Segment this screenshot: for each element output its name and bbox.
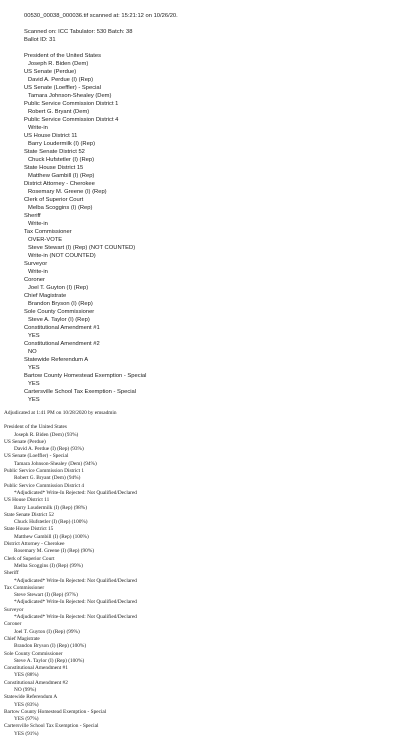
race-choice: Rosemary M. Greene (I) (Rep) (28, 189, 107, 195)
race-choice: YES (88%) (14, 672, 39, 679)
race-title: Constitutional Amendment #2 (4, 679, 68, 686)
race-choice: Rosemary M. Greene (I) (Rep) (90%) (14, 548, 95, 555)
race-choice: Tamara Johnson-Shealey (Dem) (28, 93, 112, 99)
race-choice: NO (28, 349, 37, 355)
race-title: Chief Magistrate (24, 293, 67, 299)
race-title: US Senate (Perdue) (4, 438, 46, 445)
adjudication-section (4, 410, 396, 738)
race-title: US Senate (Loeffler) - Special (24, 85, 101, 91)
race-title: Coroner (24, 277, 45, 283)
race-choice: Robert G. Bryant (Dem) (28, 109, 90, 115)
race-choice: Melba Scoggins (I) (Rep) (99%) (14, 562, 83, 569)
race-title: Chief Magistrate (4, 635, 40, 642)
ballot-section (24, 12, 384, 404)
race-title: Sheriff (24, 213, 41, 219)
race-title: District Attorney - Cherokee (4, 541, 65, 548)
race-choice: Joseph R. Biden (Dem) (93%) (14, 431, 79, 438)
race-title: Statewide Referendum A (24, 357, 89, 363)
race-choice: Barry Loudermilk (I) (Rep) (28, 141, 96, 147)
adjudication-race-list (4, 424, 396, 738)
race-choice: Joseph R. Biden (Dem) (28, 61, 89, 67)
race-title: Sheriff (4, 570, 19, 577)
race-title: Constitutional Amendment #2 (24, 341, 100, 347)
race-choice: Write-in (28, 125, 48, 131)
race-choice: Write-in (28, 269, 48, 275)
race-title: Constitutional Amendment #1 (4, 665, 68, 672)
race-title: Tax Commissioner (4, 584, 45, 591)
race-title: Constitutional Amendment #1 (24, 325, 100, 331)
race-title: State Senate District 52 (24, 149, 85, 155)
race-title: State Senate District 52 (4, 511, 54, 518)
race-choice: YES (83%) (14, 701, 39, 708)
race-choice: Write-in (28, 221, 48, 227)
race-choice: Steve Stewart (I) (Rep) (NOT COUNTED) (28, 245, 136, 251)
race-choice: Barry Loudermilk (I) (Rep) (98%) (14, 504, 87, 511)
race-choice: Steve A. Taylor (I) (Rep) (100%) (14, 657, 85, 664)
race-title: Public Service Commission District 4 (4, 482, 85, 489)
race-choice: Melba Scoggins (I) (Rep) (28, 205, 93, 211)
race-choice: Chuck Hufstetler (I) (Rep) (28, 157, 95, 163)
ballot-id: Ballot ID: 31 (24, 37, 56, 43)
ballot-race-list (24, 52, 384, 404)
scan-header: 00530_00038_000036.tif scanned at: 15:21:12 on 10/26/20. (24, 13, 178, 19)
race-title: Sole County Commissioner (24, 309, 95, 315)
scan-info: Scanned on: ICC Tabulator: 530 Batch: 38 (24, 29, 133, 35)
race-title: Clerk of Superior Court (24, 197, 84, 203)
race-choice: Matthew Gambill (I) (Rep) (28, 173, 95, 179)
race-choice: Joel T. Guyton (I) (Rep) (28, 285, 89, 291)
race-choice: Steve Stewart (I) (Rep) (97%) (14, 592, 78, 599)
race-title: Sole County Commissioner (4, 650, 63, 657)
race-choice: YES (28, 381, 40, 387)
race-choice: Brandon Bryson (I) (Rep) (28, 301, 93, 307)
race-choice: YES (91%) (14, 730, 39, 737)
race-title: Coroner (4, 621, 22, 628)
race-title: Cartersville School Tax Exemption - Special (4, 723, 99, 730)
race-title: US Senate (Loeffler) - Special (4, 453, 69, 460)
race-title: Cartersville School Tax Exemption - Special (24, 389, 137, 395)
race-choice: Steve A. Taylor (I) (Rep) (28, 317, 90, 323)
race-choice: Write-in (NOT COUNTED) (28, 253, 96, 259)
adjudication-header: Adjudicated at 1:41 PM on 10/28/2020 by emsadmin (4, 410, 117, 416)
race-title: President of the United States (4, 424, 67, 431)
race-choice: Robert G. Bryant (Dem) (94%) (14, 475, 81, 482)
race-title: Surveyor (24, 261, 48, 267)
race-title: President of the United States (24, 53, 102, 59)
race-choice: Matthew Gambill (I) (Rep) (100%) (14, 533, 89, 540)
race-title: US House District 11 (24, 133, 78, 139)
race-title: Public Service Commission District 1 (24, 101, 119, 107)
race-choice: Joel T. Guyton (I) (Rep) (99%) (14, 628, 80, 635)
race-choice: Chuck Hufstetler (I) (Rep) (100%) (14, 519, 88, 526)
race-title: Public Service Commission District 1 (4, 468, 85, 475)
race-choice: Tamara Johnson-Shealey (Dem) (94%) (14, 460, 97, 467)
race-choice: YES (28, 333, 40, 339)
race-title: Bartow County Homestead Exemption - Special (4, 708, 107, 715)
race-title: State House District 15 (24, 165, 84, 171)
race-title: District Attorney - Cherokee (24, 181, 95, 187)
race-choice: David A. Perdue (I) (Rep) (93%) (14, 446, 84, 453)
race-choice: YES (28, 365, 40, 371)
race-choice: YES (97%) (14, 716, 39, 723)
race-choice: *Adjudicated* Write-In Rejected: Not Qualified/Declared (14, 614, 137, 621)
race-title: State House District 15 (4, 526, 54, 533)
race-title: Clerk of Superior Court (4, 555, 55, 562)
race-choice: *Adjudicated* Write-In Rejected: Not Qualified/Declared (14, 599, 137, 606)
race-choice: OVER-VOTE (28, 237, 63, 243)
race-title: Public Service Commission District 4 (24, 117, 119, 123)
race-title: Statewide Referendum A (4, 694, 58, 701)
race-title: Surveyor (4, 606, 24, 613)
race-choice: NO (99%) (14, 686, 37, 693)
race-title: US Senate (Perdue) (24, 69, 77, 75)
race-choice: David A. Perdue (I) (Rep) (28, 77, 94, 83)
race-title: Tax Commissioner (24, 229, 72, 235)
race-choice: YES (28, 397, 40, 403)
race-title: Bartow County Homestead Exemption - Special (24, 373, 147, 379)
race-choice: Brandon Bryson (I) (Rep) (100%) (14, 643, 87, 650)
race-title: US House District 11 (4, 497, 50, 504)
race-choice: *Adjudicated* Write-In Rejected: Not Qualified/Declared (14, 577, 137, 584)
race-choice: *Adjudicated* Write-In Rejected: Not Qualified/Declared (14, 489, 137, 496)
